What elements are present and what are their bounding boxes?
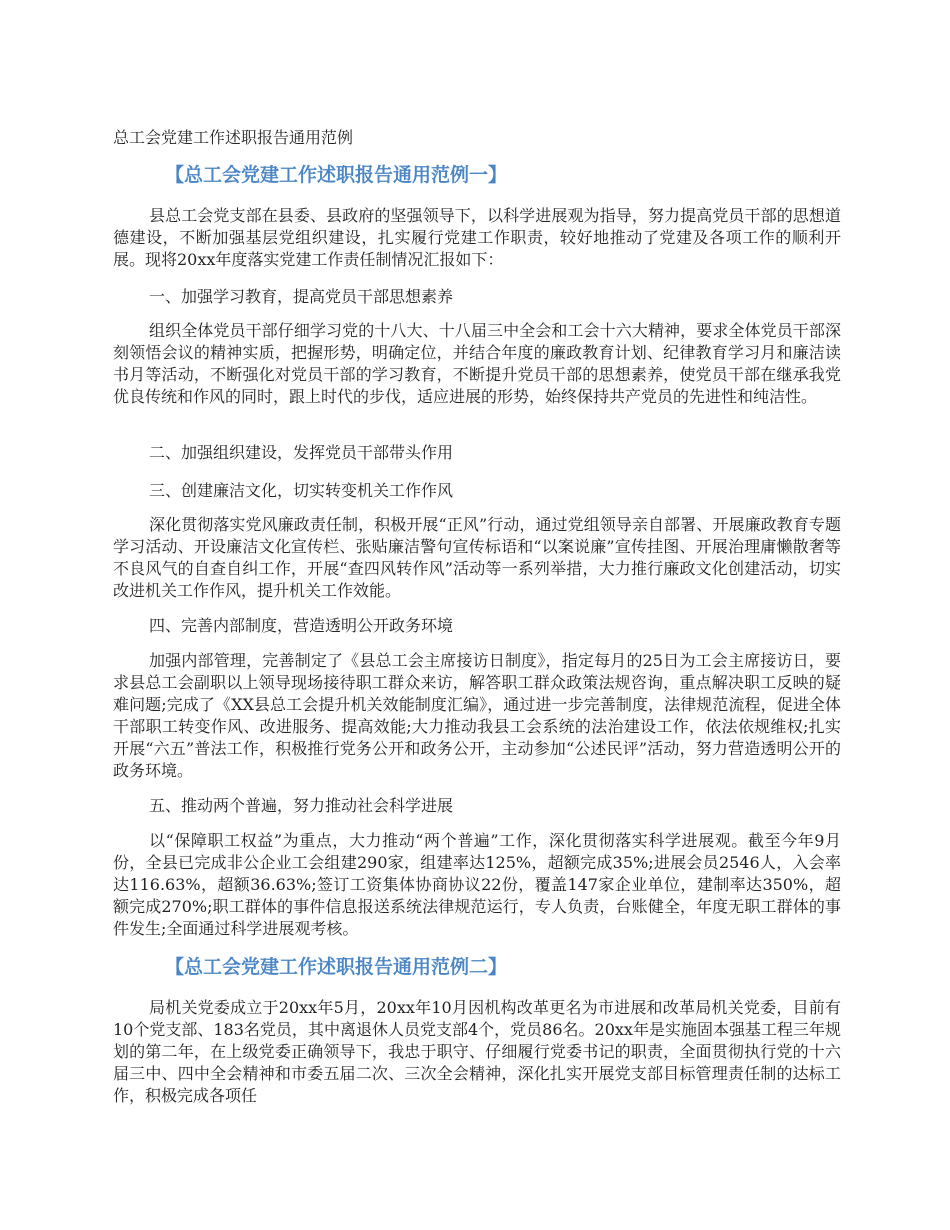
section-title-2: 二、加强组织建设，发挥党员干部带头作用 xyxy=(149,443,454,462)
section-title-1: 一、加强学习教育，提高党员干部思想素养 xyxy=(149,287,454,306)
paragraph-two-universals: 以“保障职工权益”为重点，大力推动“两个普遍”工作，深化贯彻落实科学进展观。截至今年9月份，全县已完成非公企业工会组建290家，组建率达125%，超额完成35%;进展会员2546人，入会率达116.63%，超额36.63%;签订工资集体协商协议22份，覆盖147家企业单位，建制率达350%，超额完成270%;职工群体的事件信息报送系统法律规范运行，专人负责，台账健全，年度无职工群体的事件发生;全面通过科学进展观考核。 xyxy=(113,831,841,938)
paragraph-study-education: 组织全体党员干部仔细学习党的十八大、十八届三中全会和工会十六大精神，要求全体党员干部深刻领悟会议的精神实质，把握形势，明确定位，并结合年度的廉政教育计划、纪律教育学习月和廉洁读书月等活动，不断强化对党员干部的学习教育，不断提升党员干部的思想素养，使党员干部在继承我党优良传统和作风的同时，跟上时代的步伐，适应进展的形势，始终保持共产党员的先进性和纯洁性。 xyxy=(113,321,841,406)
paragraph-clean-culture: 深化贯彻落实党风廉政责任制，积极开展“正风”行动，通过党组领导亲自部署、开展廉政教育专题学习活动、开设廉洁文化宣传栏、张贴廉洁警句宣传标语和“以案说廉”宣传挂图、开展治理庸懒散奢等不良风气的自查自纠工作，开展“查四风转作风”活动等一系列举措，大力推行廉政文化创建活动，切实改进机关工作作风，提升机关工作效能。 xyxy=(113,515,841,600)
paragraph-intro: 县总工会党支部在县委、县政府的坚强领导下，以科学进展观为指导，努力提高党员干部的思想道德建设，不断加强基层党组织建设，扎实履行党建工作职责，较好地推动了党建及各项工作的顺利开展。现将20xx年度落实党建工作责任制情况汇报如下： xyxy=(113,206,841,269)
paragraph-internal-system: 加强内部管理，完善制定了《县总工会主席接访日制度》，指定每月的25日为工会主席接访日，要求县总工会副职以上领导现场接待职工群众来访，解答职工群众政策法规咨询，重点解决职工反映的疑难问题;完成了《XX县总工会提升机关效能制度汇编》，通过进一步完善制度，法律规范流程，促进全体干部职工转变作风、改进服务、提高效能;大力推动我县工会系统的法治建设工作，依法依规维权;扎实开展“六五”普法工作，积极推行党务公开和政务公开，主动参加“公述民评”活动，努力营造透明公开的政务环境。 xyxy=(113,651,841,780)
section-title-5: 五、推动两个普遍，努力推动社会科学进展 xyxy=(149,796,454,815)
paragraph-example-2-intro: 局机关党委成立于20xx年5月，20xx年10月因机构改革更名为市进展和改革局机关党委，目前有10个党支部、183名党员，其中离退休人员党支部4个，党员86名。20xx年是实施固本强基工程三年规划的第二年，在上级党委正确领导下，我忠于职守、仔细履行党委书记的职责，全面贯彻执行党的十六届三中、四中全会精神和市委五届二次、三次全会精神，深化扎实开展党支部目标管理责任制的达标工作，积极完成各项任 xyxy=(113,998,841,1105)
document-title: 总工会党建工作述职报告通用范例 xyxy=(113,128,354,147)
section-title-3: 三、创建廉洁文化，切实转变机关工作作风 xyxy=(149,481,454,500)
section-title-4: 四、完善内部制度，营造透明公开政务环境 xyxy=(149,616,454,635)
section-heading-example-2: 【总工会党建工作述职报告通用范例二】 xyxy=(165,956,508,978)
section-heading-example-1: 【总工会党建工作述职报告通用范例一】 xyxy=(165,164,508,186)
